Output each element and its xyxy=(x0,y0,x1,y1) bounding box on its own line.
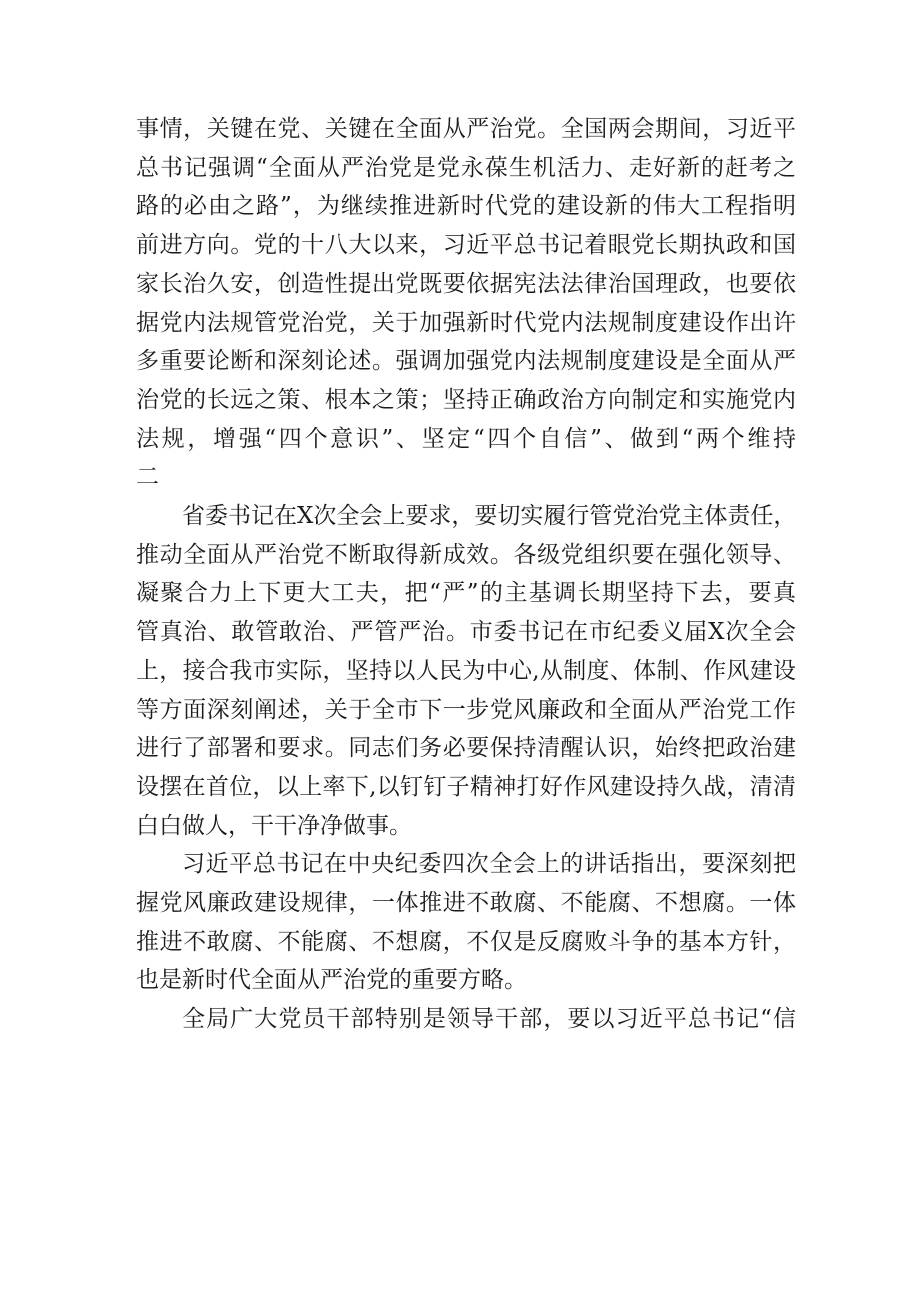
text-line: 推进不敢腐、不能腐、不想腐，不仅是反腐败斗争的基本方针， xyxy=(136,928,796,955)
text-line: 全局广大党员干部特别是领导干部，要以习近平总书记“信 xyxy=(182,1006,796,1033)
paragraph-3 xyxy=(136,845,796,1000)
paragraph-2 xyxy=(136,497,796,845)
paragraph-4 xyxy=(136,1000,796,1039)
text-line: 省委书记在X次全会上要求，要切实履行管党治党主体责任， xyxy=(182,503,797,530)
text-line: 等方面深刻阐述，关于全市下一步党风廉政和全面从严治党工作 xyxy=(136,696,796,723)
text-line: 上，接合我市实际，坚持以人民为中心,从制度、体制、作风建设 xyxy=(136,657,796,684)
text-line: 设摆在首位，以上率下,以钉钉子精神打好作风建设持久战，清清 xyxy=(136,773,796,800)
text-line: 治党的长远之策、根本之策；坚持正确政治方向制定和实施党内 xyxy=(136,386,796,413)
text-line: 二 xyxy=(136,464,159,491)
text-line: 习近平总书记在中央纪委四次全会上的讲话指出，要深刻把 xyxy=(182,851,796,878)
text-line: 凝聚合力上下更大工夫，把“严”的主基调长期坚持下去，要真 xyxy=(136,580,796,607)
text-line: 推动全面从严治党不断取得新成效。各级党组织要在强化领导、 xyxy=(136,541,796,568)
text-line: 法规，增强“四个意识”、坚定“四个自信”、做到“两个维持 xyxy=(136,425,796,452)
text-line: 握党风廉政建设规律，一体推进不敢腐、不能腐、不想腐。一体 xyxy=(136,890,796,917)
body-text xyxy=(136,110,796,1039)
text-line: 总书记强调“全面从严治党是党永葆生机活力、走好新的赶考之 xyxy=(136,154,796,181)
text-line: 进行了部署和要求。同志们务必要保持清醒认识，始终把政治建 xyxy=(136,735,796,762)
text-line: 也是新时代全面从严治党的重要方略。 xyxy=(136,967,527,994)
text-line: 管真治、敢管敢治、严管严治。市委书记在市纪委义届X次全会 xyxy=(136,619,796,646)
text-line: 多重要论断和深刻论述。强调加强党内法规制度建设是全面从严 xyxy=(136,348,796,375)
text-line: 前进方向。党的十八大以来，习近平总书记着眼党长期执政和国 xyxy=(136,232,796,259)
text-line: 事情，关键在党、关键在全面从严治党。全国两会期间，习近平 xyxy=(136,116,796,142)
text-line: 白白做人，干干净净做事。 xyxy=(136,812,412,839)
text-line: 家长治久安，创造性提出党既要依据宪法法律治国理政，也要依 xyxy=(136,270,796,297)
paragraph-1 xyxy=(136,110,796,497)
text-line: 据党内法规管党治党，关于加强新时代党内法规制度建设作出许 xyxy=(136,309,796,336)
text-line: 路的必由之路”，为继续推进新时代党的建设新的伟大工程指明 xyxy=(136,193,796,220)
